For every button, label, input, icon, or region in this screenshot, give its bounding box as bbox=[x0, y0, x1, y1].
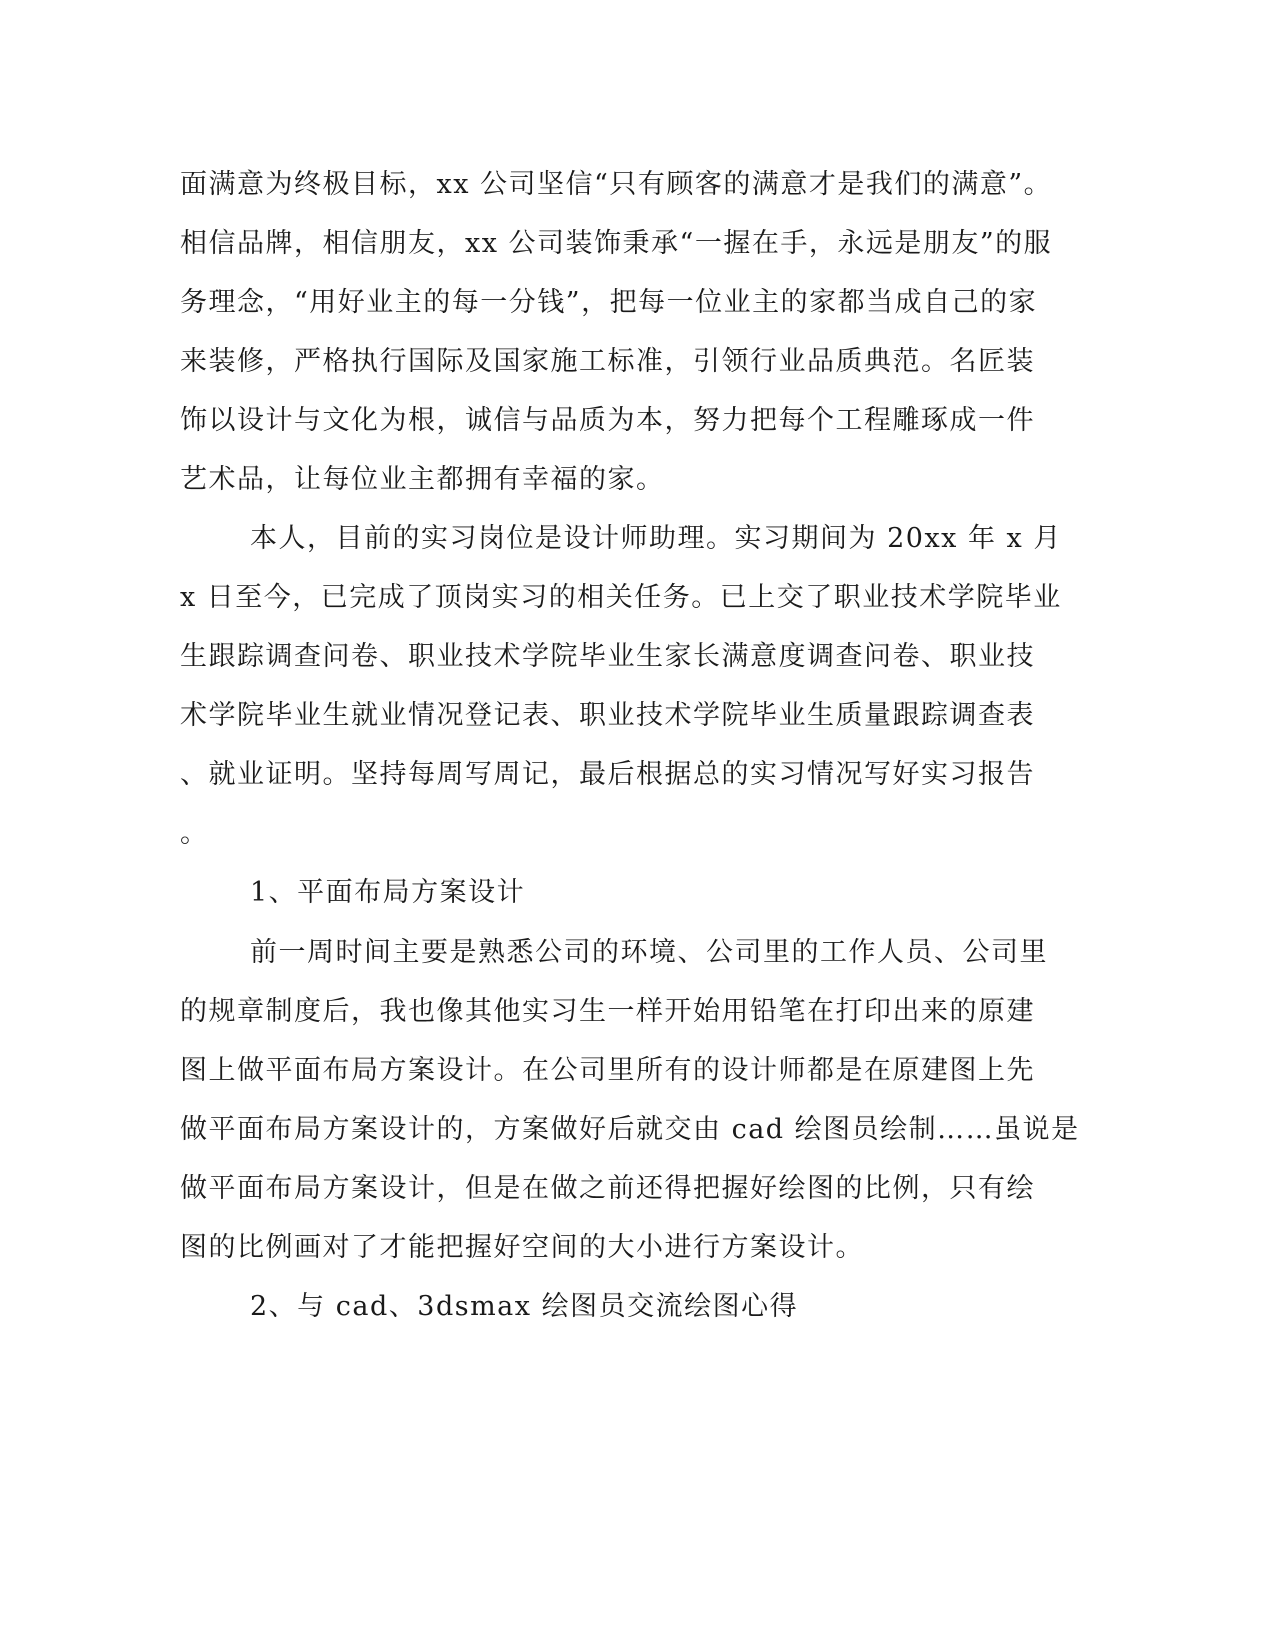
text-line: 做平面布局方案设计的，方案做好后就交由 cad 绘图员绘制……虽说是 bbox=[180, 1114, 1080, 1145]
text-line: 相信品牌，相信朋友，xx 公司装饰秉承“一握在手，永远是朋友”的服 bbox=[180, 228, 1053, 259]
text-line: 图上做平面布局方案设计。在公司里所有的设计师都是在原建图上先 bbox=[180, 1055, 1035, 1086]
text-line: 。 bbox=[180, 818, 209, 849]
text-line: 前一周时间主要是熟悉公司的环境、公司里的工作人员、公司里 bbox=[250, 937, 1048, 968]
text-line: 来装修，严格执行国际及国家施工标准，引领行业品质典范。名匠装 bbox=[180, 346, 1035, 377]
text-line: 生跟踪调查问卷、职业技术学院毕业生家长满意度调查问卷、职业技 bbox=[180, 641, 1035, 672]
text-line: 饰以设计与文化为根，诚信与品质为本，努力把每个工程雕琢成一件 bbox=[180, 405, 1035, 436]
section-heading: 2、与 cad、3dsmax 绘图员交流绘图心得 bbox=[250, 1291, 799, 1322]
text-line: 艺术品，让每位业主都拥有幸福的家。 bbox=[180, 464, 665, 495]
body-text bbox=[180, 155, 1080, 1337]
text-line: 图的比例画对了才能把握好空间的大小进行方案设计。 bbox=[180, 1232, 864, 1263]
text-line: 面满意为终极目标，xx 公司坚信“只有顾客的满意才是我们的满意”。 bbox=[180, 169, 1053, 200]
text-line: 、就业证明。坚持每周写周记，最后根据总的实习情况写好实习报告 bbox=[180, 759, 1035, 790]
text-line: 术学院毕业生就业情况登记表、职业技术学院毕业生质量跟踪调查表 bbox=[180, 700, 1035, 731]
text-line: 做平面布局方案设计，但是在做之前还得把握好绘图的比例，只有绘 bbox=[180, 1173, 1035, 1204]
text-line: 本人，目前的实习岗位是设计师助理。实习期间为 20xx 年 x 月 bbox=[250, 523, 1062, 554]
section-heading: 1、平面布局方案设计 bbox=[250, 877, 526, 908]
text-line: x 日至今，已完成了顶岗实习的相关任务。已上交了职业技术学院毕业 bbox=[180, 582, 1062, 613]
text-line: 务理念，“用好业主的每一分钱”，把每一位业主的家都当成自己的家 bbox=[180, 287, 1038, 318]
text-line: 的规章制度后，我也像其他实习生一样开始用铅笔在打印出来的原建 bbox=[180, 996, 1035, 1027]
